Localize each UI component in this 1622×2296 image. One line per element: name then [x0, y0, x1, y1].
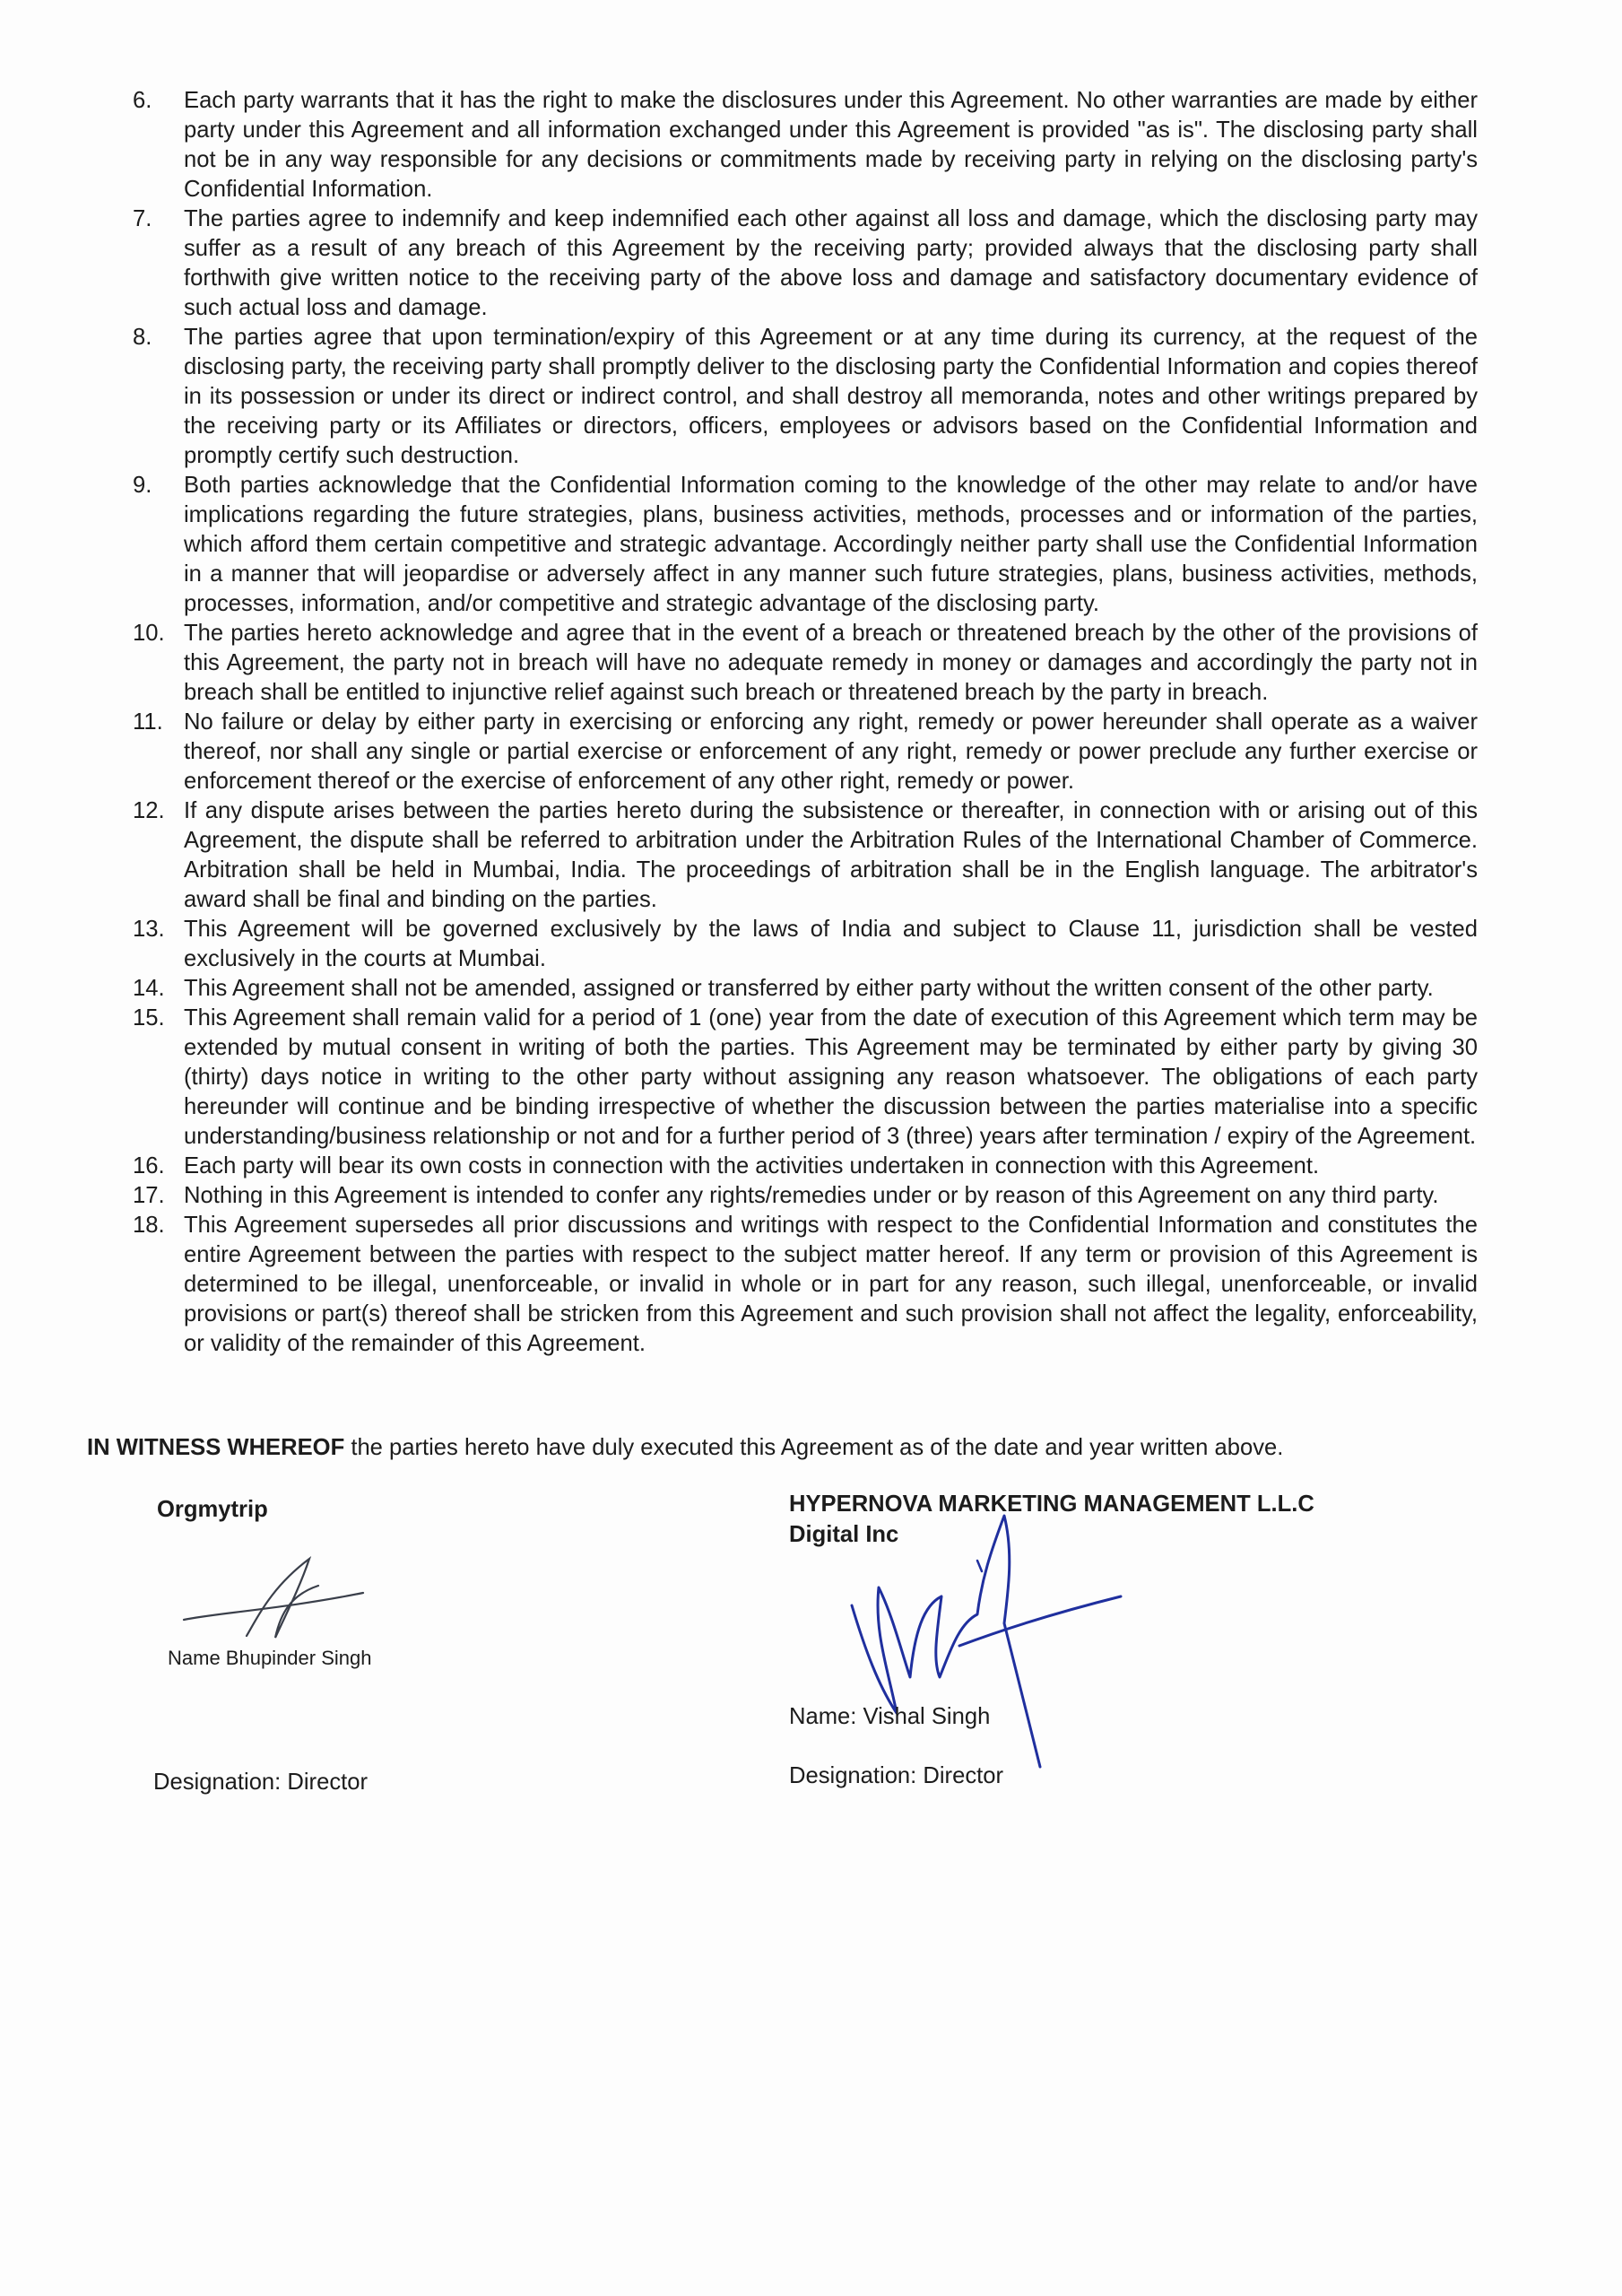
clause-text: This Agreement will be governed exclusively by the laws of India and subject to Clause 11, jurisdiction shall be vested exclusively in the courts at Mumbai.: [184, 917, 1478, 971]
clause-item: [133, 323, 1478, 471]
clause-number: 11.: [133, 709, 163, 735]
clause-text: Both parties acknowledge that the Confidential Information coming to the knowledge of the other may relate to and/or have implications regarding the future strategies, plans, business activities, methods, processes and or information of the parties, which afford them certain competitive and strategic advantage. Accordingly neither party shall use the Confidential Information in a manner that will jeopardise or adversely affect in any manner such future strategies, plans, business activities, methods, processes, information, and/or competitive and strategic advantage of the disclosing party.: [184, 473, 1478, 616]
clause-number: 6.: [133, 88, 152, 113]
clause-text: The parties agree that upon termination/expiry of this Agreement or at any time during its currency, at the request of the disclosing party, the receiving party shall promptly deliver to the disclosing party the Confidential Information and copies thereof in its possession or under its direct or indirect control, and shall destroy all memoranda, notes and other writings prepared by the receiving party or its Affiliates or directors, officers, employees or advisors based on the Confidential Information and promptly certify such destruction.: [184, 325, 1478, 468]
witness-statement: [87, 1433, 1486, 1463]
signature-block-left: [153, 1494, 695, 1817]
clause-item: [133, 204, 1478, 323]
clause-list: [133, 86, 1478, 1359]
clause-item: [133, 1004, 1478, 1152]
clause-item: [133, 619, 1478, 708]
clause-item: [133, 708, 1478, 796]
clause-text: Nothing in this Agreement is intended to confer any rights/remedies under or by reason of this Agreement on any third party.: [184, 1183, 1439, 1208]
clause-number: 10.: [133, 621, 165, 646]
clause-text: The parties hereto acknowledge and agree that in the event of a breach or threatened breach by the other of the provisions of this Agreement, the party not in breach will have no adequate remedy in money or damages and accordingly the party not in breach shall be entitled to injunctive relief against such breach or threatened breach by the party in breach.: [184, 621, 1478, 705]
clause-item: [133, 471, 1478, 619]
clause-text: If any dispute arises between the parties hereto during the subsistence or thereafter, in connection with or arising out of this Agreement, the dispute shall be referred to arbitration under the Arbitration Rules of the International Chamber of Commerce. Arbitration shall be held in Mumbai, India. The proceedings of arbitration shall be in the English language. The arbitrator's award shall be final and binding on the parties.: [184, 798, 1478, 912]
clause-number: 16.: [133, 1153, 165, 1178]
clause-number: 9.: [133, 473, 152, 498]
clause-item: [133, 86, 1478, 204]
signatory-name: Name Bhupinder Singh: [168, 1647, 372, 1669]
clause-number: 8.: [133, 325, 152, 350]
clause-item: [133, 796, 1478, 915]
clause-number: 15.: [133, 1005, 165, 1031]
clause-item: [133, 915, 1478, 974]
clause-number: 7.: [133, 206, 152, 231]
signatory-designation: Designation: Director: [153, 1770, 368, 1795]
clause-text: Each party will bear its own costs in connection with the activities undertaken in connection with this Agreement.: [184, 1153, 1320, 1178]
clause-number: 17.: [133, 1183, 165, 1208]
signatory-designation: Designation: Director: [789, 1763, 1003, 1788]
clause-item: [133, 1181, 1478, 1211]
witness-text: the parties hereto have duly executed this Agreement as of the date and year written above.: [344, 1435, 1284, 1460]
clause-item: [133, 1211, 1478, 1359]
clause-text: No failure or delay by either party in exercising or enforcing any right, remedy or power hereunder shall operate as a waiver thereof, nor shall any single or partial exercise or enforcement of any right, remedy or power preclude any further exercise or enforcement thereof or the exercise of enforcement of any other right, remedy or power.: [184, 709, 1478, 794]
clause-number: 14.: [133, 976, 165, 1001]
signature-mark-left: [175, 1550, 372, 1657]
signatory-company: HYPERNOVA MARKETING MANAGEMENT L.L.C: [789, 1492, 1314, 1517]
clause-number: 12.: [133, 798, 165, 823]
clause-text: This Agreement supersedes all prior discussions and writings with respect to the Confidential Information and constitutes the entire Agreement between the parties with respect to the subject matter hereof. If any term or provision of this Agreement is determined to be illegal, unenforceable, or invalid in whole or in part for any reason, such illegal, unenforceable, or invalid provisions or part(s) thereof shall be stricken from this Agreement and such provision shall not affect the legality, enforceability, or validity of the remainder of this Agreement.: [184, 1213, 1478, 1356]
clause-text: This Agreement shall remain valid for a period of 1 (one) year from the date of execution of this Agreement which term may be extended by mutual consent in writing of both the parties. This Agreement may be terminated by either party by giving 30 (thirty) days notice in writing to the other party without assigning any reason whatsoever. The obligations of each party hereunder will continue and be binding irrespective of whether the discussion between the parties materialise into a specific understanding/business relationship or not and for a further period of 3 (three) years after termination / expiry of the Agreement.: [184, 1005, 1478, 1149]
clause-text: Each party warrants that it has the right to make the disclosures under this Agreement. No other warranties are made by either party under this Agreement and all information exchanged under this Agreement is provided "as is". The disclosing party shall not be in any way responsible for any decisions or commitments made by receiving party in relying on the disclosing party's Confidential Information.: [184, 88, 1478, 202]
signature-block-right: [789, 1489, 1470, 1812]
signatory-name: Name: Vishal Singh: [789, 1704, 991, 1729]
clause-item: [133, 974, 1478, 1004]
witness-lead: IN WITNESS WHEREOF: [87, 1435, 345, 1460]
clause-item: [133, 1152, 1478, 1181]
clause-number: 18.: [133, 1213, 165, 1238]
clause-text: The parties agree to indemnify and keep indemnified each other against all loss and damage, which the disclosing party may suffer as a result of any breach of this Agreement by the receiving party; provided always that the disclosing party shall forthwith give written notice to the receiving party of the above loss and damage and satisfactory documentary evidence of such actual loss and damage.: [184, 206, 1478, 320]
clause-number: 13.: [133, 917, 165, 942]
signatory-company: Orgmytrip: [157, 1497, 268, 1522]
signatory-subcompany: Digital Inc: [789, 1522, 899, 1547]
clause-text: This Agreement shall not be amended, assigned or transferred by either party without the written consent of the other party.: [184, 976, 1434, 1001]
